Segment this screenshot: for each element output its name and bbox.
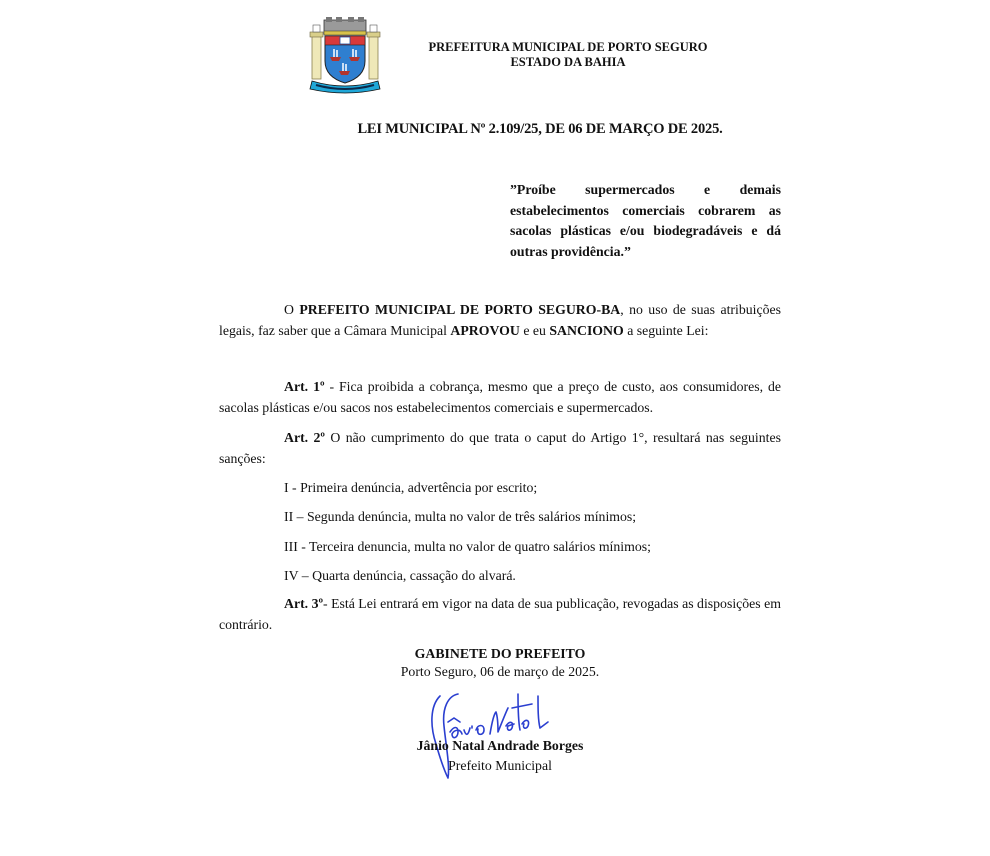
header-line-municipality: PREFEITURA MUNICIPAL DE PORTO SEGURO: [428, 40, 708, 54]
law-summary-ementa: ”Proíbe supermercados e demais estabelecimentos comerciais cobrarem as sacolas plásticas e/ou biodegradáveis e dá outras providência.”: [510, 182, 781, 259]
preamble-sanction: SANCIONO: [549, 322, 624, 338]
article-label: Art. 2º: [284, 430, 325, 445]
sanction-item: III - Terceira denuncia, multa no valor de quatro salários mínimos;: [284, 539, 651, 554]
article-label: Art. 3º: [284, 596, 324, 611]
preamble-text: O: [284, 302, 300, 317]
header-line-state: ESTADO DA BAHIA: [510, 55, 626, 69]
article-3: [219, 594, 781, 635]
signatory-role: Prefeito Municipal: [448, 758, 552, 773]
article-2: [219, 428, 781, 469]
preamble-mayor: PREFEITO MUNICIPAL DE PORTO SEGURO-BA: [299, 302, 621, 317]
sanction-item: II – Segunda denúncia, multa no valor de três salários mínimos;: [284, 509, 637, 524]
sanction-item: I - Primeira denúncia, advertência por escrito;: [284, 480, 538, 495]
municipal-header: [400, 40, 736, 70]
preamble-approved: APROVOU: [450, 322, 520, 338]
sanction-item: IV – Quarta denúncia, cassação do alvará.: [284, 568, 516, 583]
place-date: Porto Seguro, 06 de março de 2025.: [400, 664, 600, 679]
law-title: LEI MUNICIPAL Nº 2.109/25, DE 06 DE MARÇO DE 2025.: [357, 121, 723, 137]
article-label: Art. 1º: [284, 379, 325, 394]
preamble-text: e eu: [519, 322, 550, 338]
article-1: [219, 377, 781, 418]
article-text: - Fica proibida a cobrança, mesmo que a preço de custo, aos consumidores, de sacolas plásticas e/ou sacos nos estabelecimentos comerciais e supermercados.: [219, 379, 781, 415]
signatory-name: Jânio Natal Andrade Borges: [416, 738, 584, 753]
article-text: O não cumprimento do que trata o caput do Artigo 1°, resultará nas seguintes sanções:: [219, 430, 781, 466]
office-label: GABINETE DO PREFEITO: [414, 646, 586, 661]
preamble: [219, 300, 781, 341]
preamble-text: a seguinte Lei:: [623, 322, 709, 338]
preamble-text: , no uso de suas atribuições legais, faz saber que a Câmara Municipal: [219, 302, 781, 338]
coat-of-arms-icon: [306, 17, 384, 95]
article-text: - Está Lei entrará em vigor na data de sua publicação, revogadas as disposições em contrário.: [219, 596, 781, 632]
